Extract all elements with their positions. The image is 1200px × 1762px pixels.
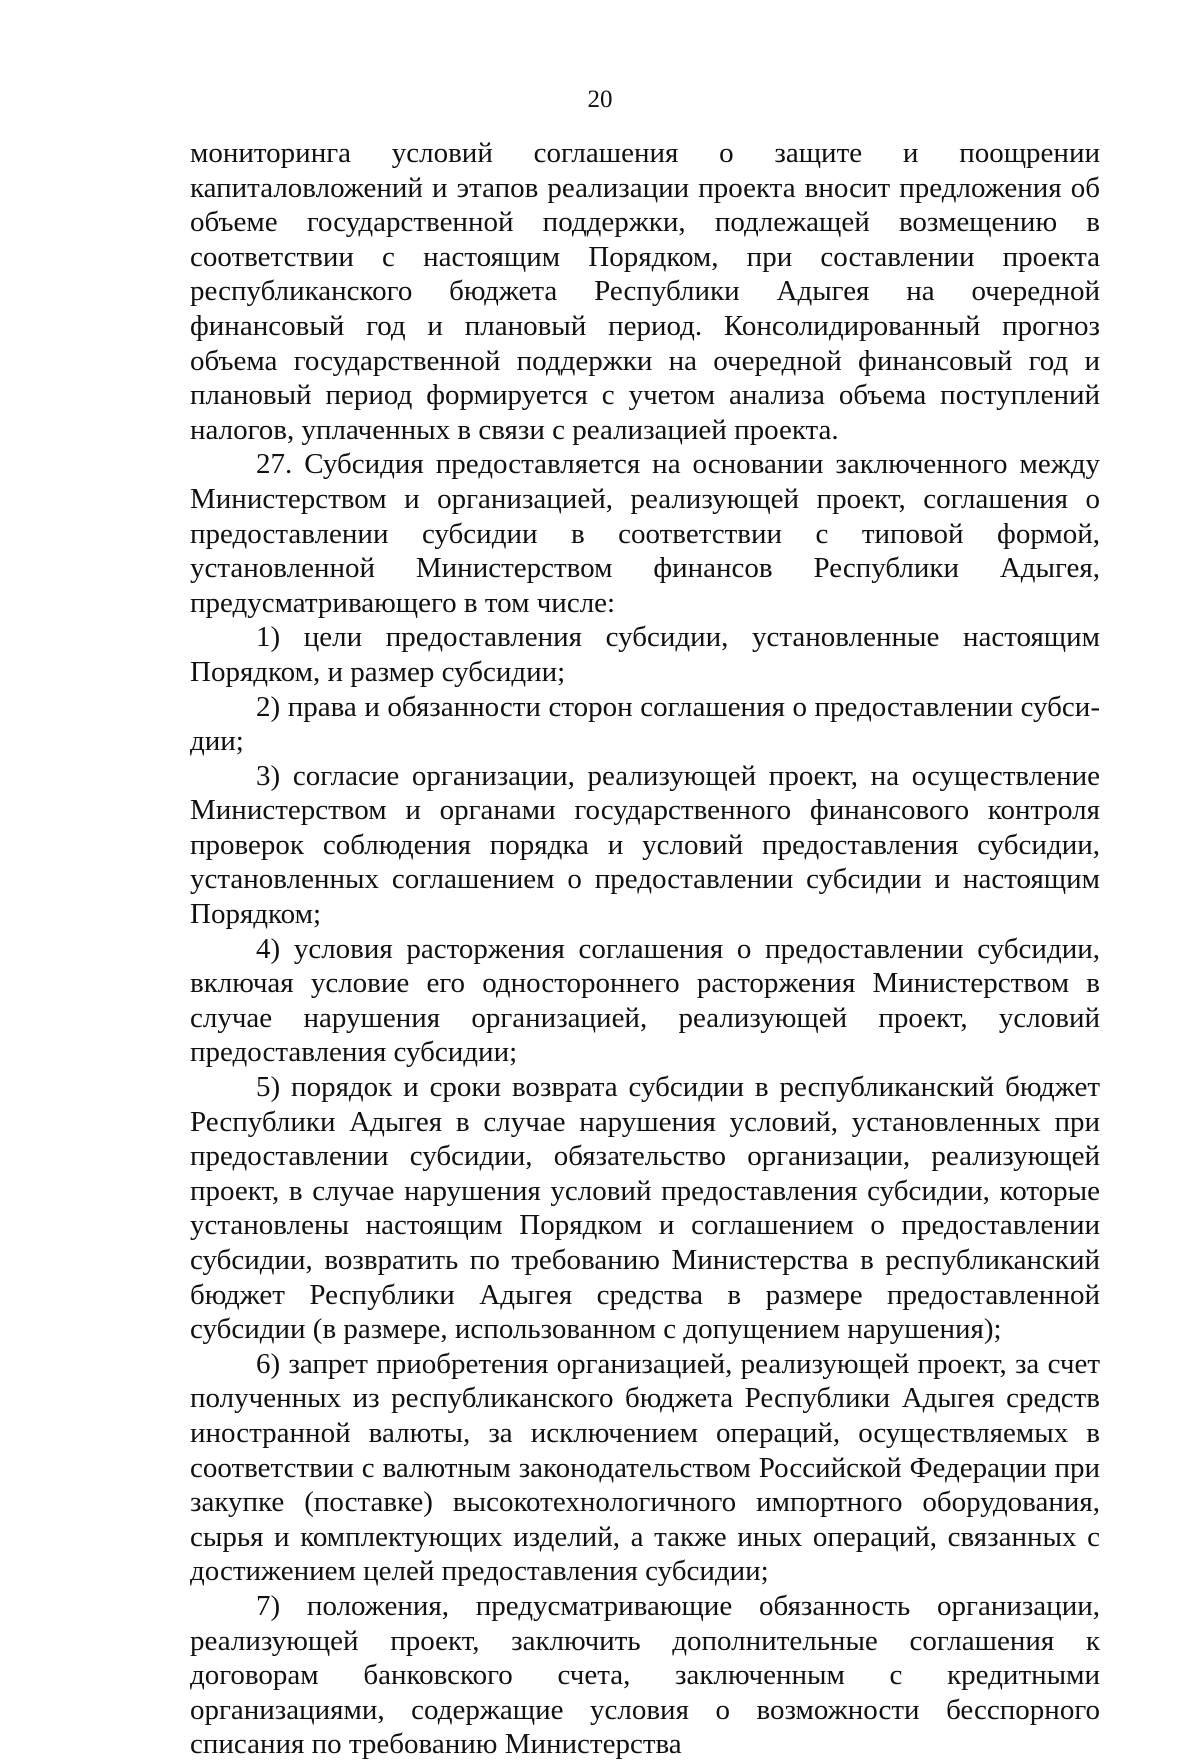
list-item-3: 3) согласие организации, реализующей проект, на осуществление Министерством и органами государственного финансового контроля проверок соблюдения порядка и условий предоставления субсидии, установленных соглашением о предоставлении субсидии и настоящим Порядком; xyxy=(190,759,1100,931)
paragraph-monitoring-continuation: мониторинга условий соглашения о защите и поощрении капиталовложений и этапов реализации проекта вносит предложения об объеме государственной поддержки, подлежащей возмещению в соответствии с настоящим Порядком, при составлении проекта республиканского бюджета Республики Адыгея на очередной финансовый год и плановый период. Консолидированный прогноз объема государственной поддержки на очередной финансовый год и плановый период формируется с учетом анализа объема поступлений налогов, уплаченных в связи с реализацией проекта. xyxy=(190,137,1100,446)
list-item-5: 5) порядок и сроки возврата субсидии в республиканский бюджет Республики Адыгея в случае нарушения условий, установленных при предоставлении субсидии, обязательство организации, реализующей проект, в случае нарушения условий предоставления субсидии, которые установлены настоящим Порядком и соглашением о предоставлении субсидии, возвратить по требованию Министерства в республиканский бюджет Республики Адыгея средства в размере предоставленной субсидии (в размере, использованном с допущением нарушения); xyxy=(190,1071,1100,1346)
list-item-6: 6) запрет приобретения организацией, реализующей проект, за счет полученных из республиканского бюджета Республики Адыгея средств иностранной валюты, за исключением операций, осуществляемых в соответствии с валютным законодательством Российской Федерации при закупке (поставке) высокотехнологичного импортного оборудования, сырья и комплектующих изделий, а также иных операций, связанных с достижением целей предоставления субсидии; xyxy=(190,1347,1100,1588)
list-item-4: 4) условия расторжения соглашения о предоставлении субсидии, включая условие его одностороннего расторжения Министерством в случае нарушения организацией, реализующей проект, условий предоставления субсидии; xyxy=(190,932,1100,1069)
paragraph-item-27: 27. Субсидия предоставляется на основании заключенного между Министерством и организацией, реализующей проект, соглашения о предоставлении субсидии в соответствии с типовой формой, установленной Министерством финансов Республики Адыгея, предусматривающего в том числе: xyxy=(190,448,1100,619)
document-body xyxy=(190,136,1100,1762)
list-item-2: 2) права и обязанности сторон соглашения о предоставлении субсидии; xyxy=(190,690,1100,758)
page-number: 20 xyxy=(587,86,613,113)
list-item-1: 1) цели предоставления субсидии, установленные настоящим Порядком, и размер субсидии; xyxy=(190,621,1100,688)
list-item-7: 7) положения, предусматривающие обязанность организации, реализующей проект, заключить дополнительные соглашения к договорам банковского счета, заключенным с кредитными организациями, содержащие условия о возможности бесспорного списания по требованию Министерства xyxy=(190,1589,1100,1761)
